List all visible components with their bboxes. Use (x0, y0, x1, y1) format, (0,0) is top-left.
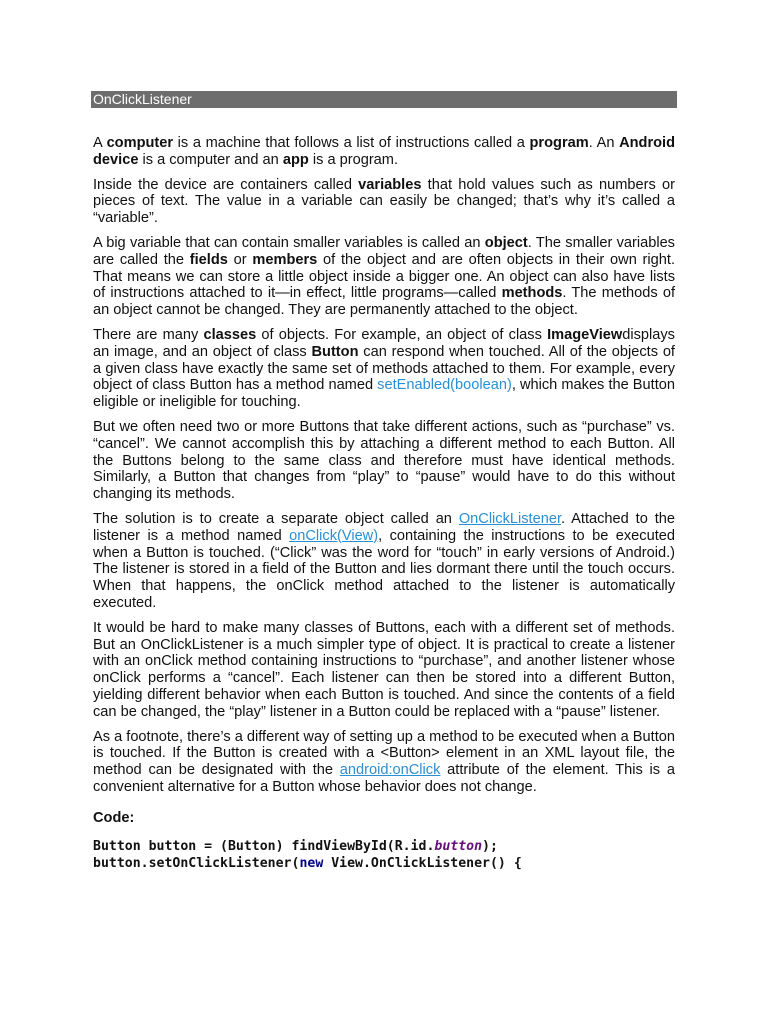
paragraph-buttons: But we often need two or more Buttons that take different actions, such as “purchase” vs. “cancel”. We cannot accomplish this by attaching a different method to each Button. All the Buttons belong to the same class and therefore must have identical methods. Similarly, a Button that changes from “play” to “pause” would have to do this without changing its methods. (93, 418, 675, 503)
paragraph-classes: There are many classes of objects. For example, an object of class ImageViewdisplays an image, and an object of class Button can respond when touched. All of the objects of a given class have exactly the same set of methods attached to them. For example, every object of class Button has a method named setEnabled(boolean), which makes the Button eligible or ineligible for touching. (93, 326, 675, 411)
onclicklistener-link[interactable]: OnClickListener (458, 510, 562, 527)
document-body (93, 135, 675, 872)
onclick-view-link[interactable]: onClick(View) (289, 527, 379, 544)
paragraph-objects: A big variable that can contain smaller variables is called an object. The smaller variables are called the fields or members of the object and are often objects in their own right. That means we can store a little object inside a bigger one. An object can also have lists of instructions attached to it—in effect, little programs—called methods. The methods of an object cannot be changed. They are permanently attached to the object. (93, 234, 676, 319)
paragraph-computer: A computer is a machine that follows a list of instructions called a program. An Android device is a computer and an app is a program. (93, 135, 676, 168)
paragraph-solution: The solution is to create a separate object called an OnClickListener. Attached to the listener is a method named onClick(View), containing the instructions to be executed when a Button is touched. (“Click” was the word for “touch” in early versions of Android.) The listener is stored in a field of the Button and lies dormant there until the touch occurs. When that happens, the onClick method attached to the listener is automatically executed. (93, 510, 675, 611)
code-line-1: Button button = (Button) findViewById(R.id.button); (93, 839, 498, 855)
paragraph-listener: It would be hard to make many classes of Buttons, each with a different set of methods. But an OnClickListener is a much simpler type of object. It is practical to create a listener with an onClick method containing instructions to “purchase”, and another listener whose onClick performs a “cancel”. Each listener can then be stored into a different Button, yielding different behavior when each Button is touched. And since the contents of a field can be changed, the “play” listener in a Button could be replaced with a “pause” listener. (93, 619, 675, 720)
paragraph-footnote: As a footnote, there’s a different way of setting up a method to be executed when a Button is touched. If the Button is created with a <Button> element in an XML layout file, the method can be designated with the android:onClick attribute of the element. This is a convenient alternative for a Button whose behavior does not change. (93, 728, 675, 795)
setenabled-link[interactable]: setEnabled(boolean) (377, 377, 512, 394)
code-line-2: button.setOnClickListener(new View.OnClickListener() { (93, 856, 522, 872)
paragraph-variables: Inside the device are containers called variables that hold values such as numbers or pieces of text. The value in a variable can easily be changed; that’s why it’s called a “variable”. (93, 176, 675, 227)
code-block (93, 838, 675, 872)
section-header: OnClickListener (91, 91, 677, 108)
android-onclick-link[interactable]: android:onClick (339, 762, 441, 779)
code-label: Code: (93, 809, 135, 826)
